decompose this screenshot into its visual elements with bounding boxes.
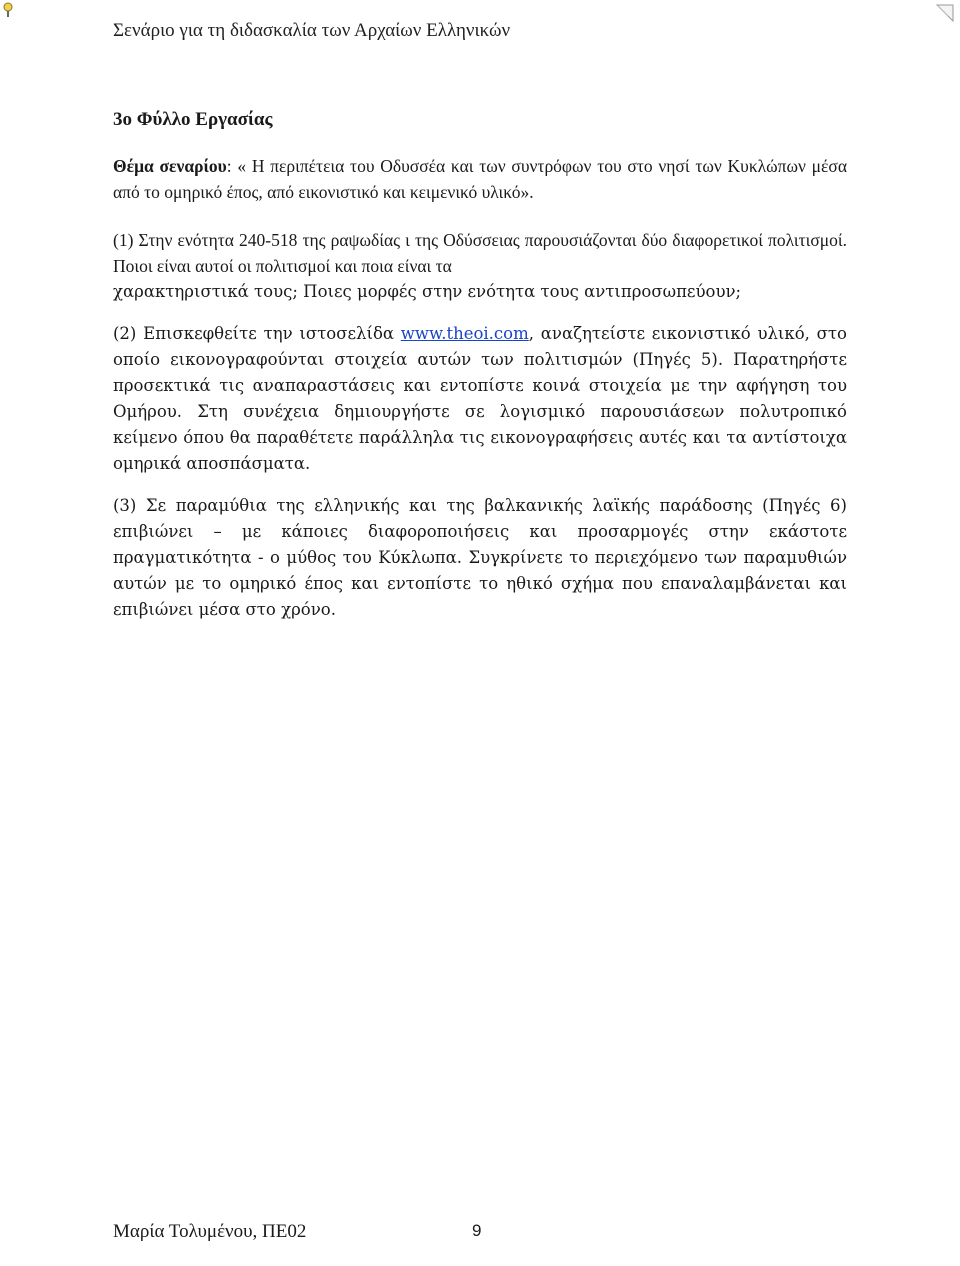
worksheet-title: 3ο Φύλλο Εργασίας: [113, 109, 273, 130]
worksheet-body: [113, 103, 847, 623]
footer-author: Μαρία Τολυμένου, ΠΕ02: [113, 1221, 307, 1242]
page-fold-icon: [936, 4, 954, 22]
question-3: [113, 493, 847, 623]
question-2: [113, 321, 847, 477]
question-1-text-continued: χαρακτηριστικά τους; Ποιες μορφές στην ενότητα τους αντιπροσωπεύουν;: [113, 282, 742, 301]
question-2-intro: (2) Επισκεφθείτε την ιστοσελίδα: [113, 324, 401, 343]
question-1-continued: [113, 279, 847, 305]
topic-text: : « Η περιπέτεια του Οδυσσέα και των συντρόφων του στο νησί των Κυκλώπων μέσα από το ομηρικό έπος, από εικονιστικό και κειμενικό υλικό».: [113, 156, 847, 202]
question-1: [113, 227, 847, 279]
page-header: Σενάριο για τη διδασκαλία των Αρχαίων Ελληνικών: [113, 20, 511, 41]
question-1-text: (1) Στην ενότητα 240-518 της ραψωδίας ι της Οδύσσειας παρουσιάζονται δύο διαφορετικοί πολιτισμοί. Ποιοι είναι αυτοί οι πολιτισμοί και ποια είναι τα: [113, 230, 847, 276]
question-2-text: , αναζητείστε εικονιστικό υλικό, στο οποίο εικονογραφούνται στοιχεία αυτών των πολιτισμών (Πηγές 5). Παρατηρήστε προσεκτικά τις αναπαραστάσεις και εντοπίστε κοινά στοιχεία με την αφήγηση του Ομήρου. Στη συνέχεια δημιουργήστε σε λογισμικό παρουσιάσεων πολυτροπικό κείμενο όπου θα παραθέτετε παράλληλα τις εικονογραφήσεις αυτές και τα αντίστοιχα ομηρικά αποσπάσματα.: [113, 324, 847, 473]
question-3-text: (3) Σε παραμύθια της ελληνικής και της βαλκανικής λαϊκής παράδοσης (Πηγές 6) επιβιώνει – με κάποιες διαφοροποιήσεις και προσαρμογές στην εκάστοτε πραγματικότητα - ο μύθος του Κύκλωπα. Συγκρίνετε το περιεχόμενο των παραμυθιών αυτών με το ομηρικό έπος και εντοπίστε το ηθικό σχήμα που επαναλαμβάνεται και επιβιώνει μέσα στο χρόνο.: [113, 496, 847, 619]
page-number: 9: [472, 1221, 482, 1240]
scenario-topic: [113, 153, 847, 205]
theoi-link[interactable]: www.theoi.com: [400, 324, 529, 343]
topic-label: Θέμα σεναρίου: [113, 156, 227, 176]
pushpin-icon: [2, 2, 14, 18]
